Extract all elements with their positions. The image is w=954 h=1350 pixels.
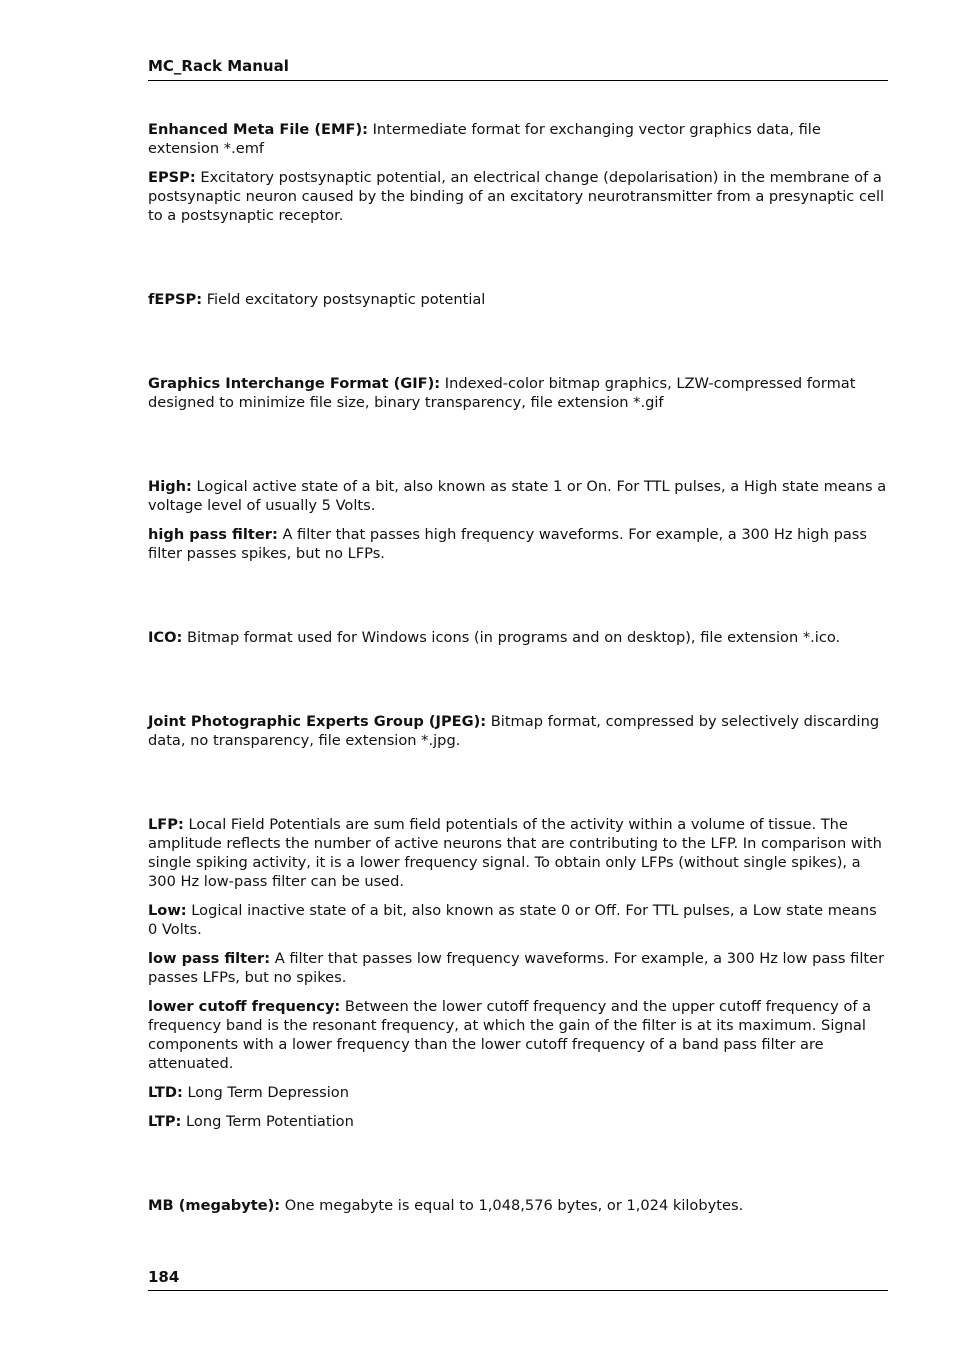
- entry-definition: Long Term Depression: [187, 1084, 349, 1101]
- entry-definition: Bitmap format used for Windows icons (in programs and on desktop), file extension *.ico.: [187, 629, 841, 646]
- glossary-entry-low-pass-filter: [148, 949, 888, 987]
- glossary-entry-high-pass-filter: [148, 525, 888, 563]
- entry-term: High:: [148, 478, 192, 495]
- glossary-entry-lower-cutoff-frequency: [148, 997, 888, 1073]
- entry-term: Joint Photographic Experts Group (JPEG):: [148, 713, 487, 730]
- glossary-entry-ltd: [148, 1083, 888, 1102]
- entry-definition: Logical inactive state of a bit, also known as state 0 or Off. For TTL pulses, a Low state means 0 Volts.: [148, 902, 877, 938]
- page-number: 184: [148, 1268, 180, 1286]
- entry-definition: Indexed-color bitmap graphics, LZW-compressed format designed to minimize file size, binary transparency, file extension *.gif: [148, 375, 856, 411]
- entry-term: LTD:: [148, 1084, 183, 1101]
- entry-definition: Logical active state of a bit, also known as state 1 or On. For TTL pulses, a High state means a voltage level of usually 5 Volts.: [148, 478, 887, 514]
- entry-term: low pass filter:: [148, 950, 271, 967]
- entry-term: lower cutoff frequency:: [148, 998, 341, 1015]
- entry-term: Graphics Interchange Format (GIF):: [148, 375, 441, 392]
- entry-definition: Local Field Potentials are sum field potentials of the activity within a volume of tissue. The amplitude reflects the number of active neurons that are contributing to the LFP. In comparison with single spiking activity, it is a lower frequency signal. To obtain only LFPs (without single spikes), a 300 Hz low-pass filter can be used.: [148, 816, 882, 890]
- entry-definition: A filter that passes low frequency waveforms. For example, a 300 Hz low pass filter passes LFPs, but no spikes.: [148, 950, 885, 986]
- entry-term: fEPSP:: [148, 291, 203, 308]
- entry-term: Enhanced Meta File (EMF):: [148, 121, 368, 138]
- entry-term: Low:: [148, 902, 187, 919]
- header-title: MC_Rack Manual: [148, 57, 289, 75]
- entry-definition: Between the lower cutoff frequency and the upper cutoff frequency of a frequency band is the resonant frequency, at which the gain of the filter is at its maximum. Signal components with a lower frequency than the lower cutoff frequency of a band pass filter are attenuated.: [148, 998, 872, 1072]
- entry-term: EPSP:: [148, 169, 196, 186]
- entry-term: LFP:: [148, 816, 184, 833]
- glossary-entry-gif: [148, 374, 888, 412]
- entry-definition: Bitmap format, compressed by selectively discarding data, no transparency, file extension *.jpg.: [148, 713, 880, 749]
- entry-definition: Intermediate format for exchanging vector graphics data, file extension *.emf: [148, 121, 821, 157]
- glossary-entry-fepsp: [148, 290, 888, 309]
- entry-term: LTP:: [148, 1113, 182, 1130]
- glossary-entry-mb: [148, 1196, 888, 1215]
- entry-definition: A filter that passes high frequency waveforms. For example, a 300 Hz high pass filter passes spikes, but no LFPs.: [148, 526, 867, 562]
- glossary-entry-high: [148, 477, 888, 515]
- glossary-entry-lfp: [148, 815, 888, 891]
- glossary-entry-epsp: [148, 168, 888, 225]
- glossary-entry-ltp: [148, 1112, 888, 1131]
- entry-term: high pass filter:: [148, 526, 278, 543]
- entry-definition: Field excitatory postsynaptic potential: [206, 291, 486, 308]
- entry-term: ICO:: [148, 629, 183, 646]
- entry-definition: One megabyte is equal to 1,048,576 bytes, or 1,024 kilobytes.: [284, 1197, 744, 1214]
- page-header: [148, 56, 888, 81]
- glossary-entry-ico: [148, 628, 888, 647]
- entry-definition: Excitatory postsynaptic potential, an electrical change (depolarisation) in the membrane of a postsynaptic neuron caused by the binding of an excitatory neurotransmitter from a presynaptic cell to a postsynaptic receptor.: [148, 169, 885, 224]
- glossary-entry-emf: [148, 120, 888, 158]
- glossary-entry-low: [148, 901, 888, 939]
- entry-definition: Long Term Potentiation: [186, 1113, 354, 1130]
- glossary-entry-jpeg: [148, 712, 888, 750]
- page-footer: [148, 1266, 888, 1291]
- entry-term: MB (megabyte):: [148, 1197, 281, 1214]
